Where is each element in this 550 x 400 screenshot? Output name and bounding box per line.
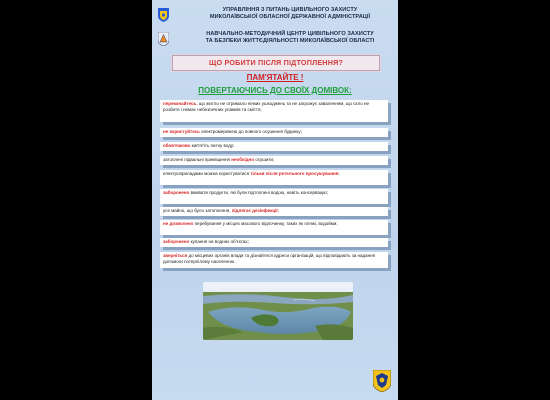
highlight-text: заборонено <box>163 190 190 195</box>
highlight-text: тільки після ретельного просушування <box>250 171 339 176</box>
list-item: електроприладами можна користуватися тільки після ретельного просушування; <box>160 170 388 185</box>
coat-of-arms-icon <box>158 8 169 22</box>
highlight-text: обов'язково <box>163 143 191 148</box>
list-item: зверніться до місцевих органів влади та дізнайтеся адреси організацій, що відповідають за надання допомоги потерпілому населенню. <box>160 252 388 268</box>
header-block-1 <box>152 6 398 26</box>
highlight-text: підлягає дезінфекції <box>231 208 278 213</box>
list-item: не дозволено перебування у місцях масового відпочинку, таких як пляжі, водойми; <box>160 220 388 235</box>
highlight-text: не дозволено <box>163 221 194 226</box>
highlight-text: не користуйтесь <box>163 129 200 134</box>
organization-logo-icon <box>373 370 391 392</box>
header-line: ТА БЕЗПЕКИ ЖИТТЄДІЯЛЬНОСТІ МИКОЛАЇВСЬКОЇ ОБЛАСТІ <box>205 37 375 44</box>
returning-heading: ПОВЕРТАЮЧИСЬ ДО СВОЇХ ДОМІВОК: <box>198 86 352 95</box>
list-item: усе майно, що було затоплення, підлягає дезінфекції; <box>160 207 388 216</box>
header-line: НАВЧАЛЬНО-МЕТОДИЧНИЙ ЦЕНТР ЦИВІЛЬНОГО ЗАХИСТУ <box>206 31 374 37</box>
list-item: заборонено вживати продукти, які були підтоплені водою, навіть консервацію; <box>160 189 388 204</box>
list-item: не користуйтесь електромережею до повного осушення будинку; <box>160 128 388 137</box>
header-line: УПРАВЛІННЯ З ПИТАНЬ ЦИВІЛЬНОГО ЗАХИСТУ <box>222 7 358 13</box>
remember-heading: ПАМ'ЯТАЙТЕ ! <box>246 73 304 82</box>
list-item: заборонено купання на водних об'єктах; <box>160 238 388 247</box>
highlight-text: необхідно <box>231 157 254 162</box>
list-item: переконайтесь, що житло не отримало ніяких ушкоджень та не загрожує заваленням, що скло не розбите і немає небезпечних уламків та сміття; <box>160 100 388 122</box>
flood-poster <box>152 0 398 400</box>
flooded-landscape-photo <box>203 282 353 340</box>
header-block-2 <box>152 30 398 50</box>
header-line: МИКОЛАЇВСЬКОЇ ОБЛАСНОЇ ДЕРЖАВНОЇ АДМІНІСТРАЦІЇ <box>209 13 371 20</box>
highlight-text: зверніться <box>163 253 188 258</box>
highlight-text: заборонено <box>163 239 190 244</box>
highlight-text: переконайтесь <box>163 101 197 106</box>
header-text-1 <box>186 7 394 20</box>
civil-protection-emblem-icon <box>158 32 169 46</box>
list-item: обов'язково кип'ятіть питну воду; <box>160 142 388 151</box>
list-item: затоплені підвальні приміщення необхідно осушити; <box>160 156 388 165</box>
poster-title: ЩО РОБИТИ ПІСЛЯ ПІДТОПЛЕННЯ? <box>172 55 380 71</box>
header-text-2 <box>186 31 394 44</box>
